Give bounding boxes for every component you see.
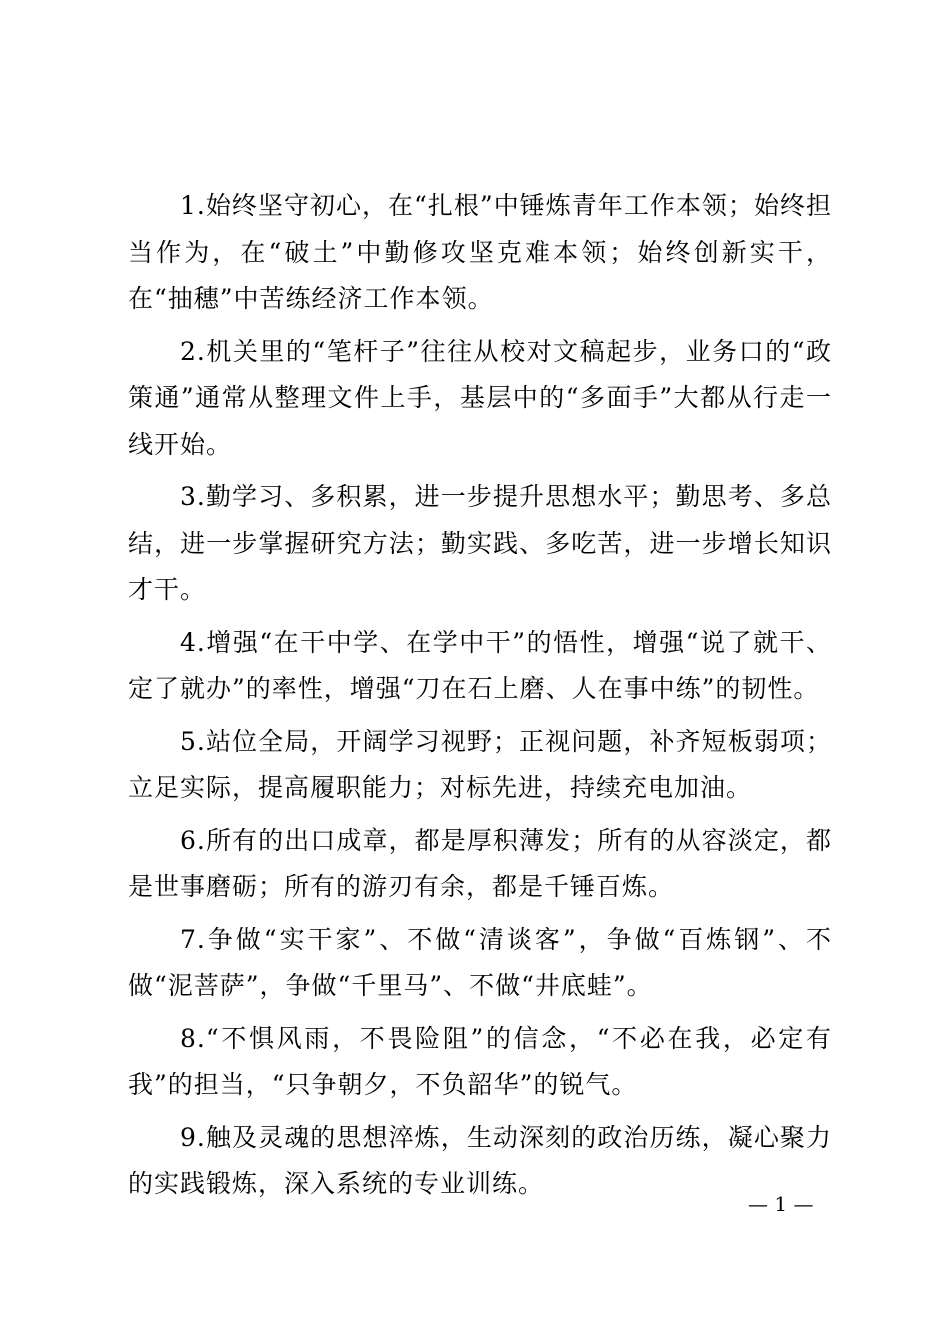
- list-item-7: 7.争做“实干家”、不做“清谈客”，争做“百炼钢”、不做“泥菩萨”，争做“千里马”、不做“井底蛙”。: [128, 924, 832, 1000]
- page-number: — 1 —: [748, 1192, 814, 1216]
- list-item-3: 3.勤学习、多积累，进一步提升思想水平；勤思考、多总结，进一步掌握研究方法；勤实践、多吃苦，进一步增长知识才干。: [128, 482, 832, 604]
- list-item-5: 5.站位全局，开阔学习视野；正视问题，补齐短板弱项；立足实际，提高履职能力；对标先进，持续充电加油。: [128, 726, 832, 802]
- list-item-2: 2.机关里的“笔杆子”往往从校对文稿起步，业务口的“政策通”通常从整理文件上手，基层中的“多面手”大都从行走一线开始。: [128, 336, 832, 459]
- list-item-8: 8.“不惧风雨，不畏险阻”的信念，“不必在我，必定有我”的担当，“只争朝夕，不负韶华”的锐气。: [128, 1023, 832, 1099]
- list-item-1: 1.始终坚守初心，在“扎根”中锤炼青年工作本领；始终担当作为，在“破土”中勤修攻坚克难本领；始终创新实干，在“抽穗”中苦练经济工作本领。: [128, 191, 832, 313]
- document-body: [128, 183, 832, 1214]
- list-item-9: 9.触及灵魂的思想淬炼，生动深刻的政治历练，凝心聚力的实践锻炼，深入系统的专业训练。: [128, 1122, 832, 1198]
- list-item-6: 6.所有的出口成章，都是厚积薄发；所有的从容淡定，都是世事磨砺；所有的游刃有余，都是千锤百炼。: [128, 825, 832, 901]
- list-item-4: 4.增强“在干中学、在学中干”的悟性，增强“说了就干、定了就办”的率性，增强“刀在石上磨、人在事中练”的韧性。: [128, 627, 832, 703]
